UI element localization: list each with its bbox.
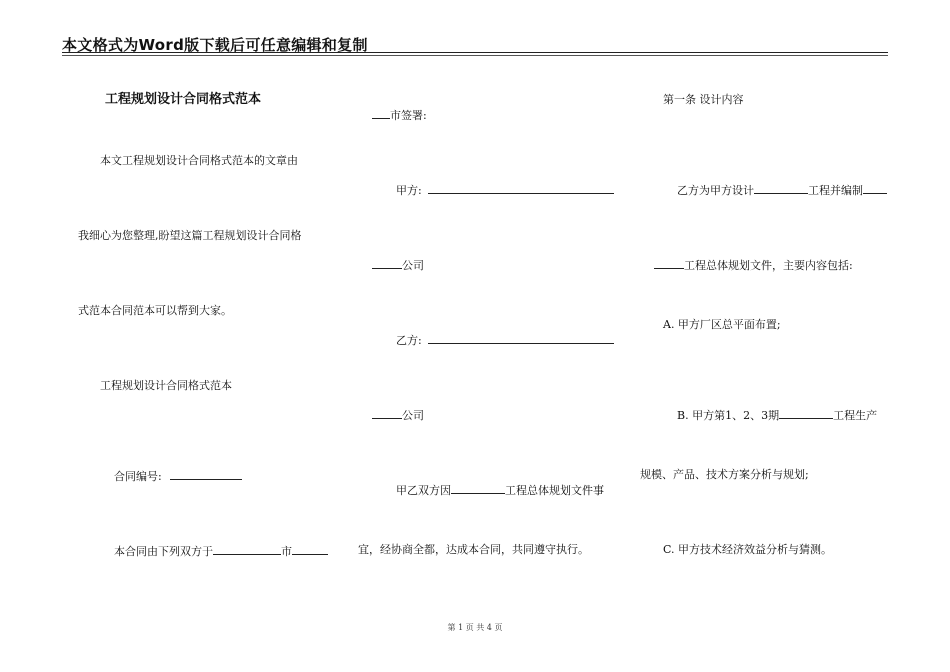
item-b-text-a: B. 甲方第1、2、3期 xyxy=(677,409,780,422)
city-text: 市 xyxy=(281,545,292,558)
subtitle: 工程规划设计合同格式范本 xyxy=(100,379,232,392)
design-line xyxy=(663,168,887,212)
company-line-1 xyxy=(358,243,424,287)
scope-line xyxy=(640,243,853,287)
party-a-line xyxy=(382,168,614,212)
party-a-blank xyxy=(428,182,614,194)
party-b-label: 乙方: xyxy=(396,334,422,347)
item-b-text-b: 工程生产 xyxy=(833,409,878,422)
page-title: 工程规划设计合同格式范本 xyxy=(105,92,262,107)
contract-number-label: 合同编号: xyxy=(114,470,162,483)
contract-number-blank xyxy=(170,468,242,480)
contract-number-line xyxy=(100,454,242,498)
project-blank xyxy=(451,482,505,494)
signing-text: 市签署: xyxy=(390,109,427,122)
article-1-heading: 第一条 设计内容 xyxy=(663,93,744,106)
intro-line-2: 我细心为您整理,盼望这篇工程规划设计合同格 xyxy=(78,229,302,242)
item-b-line xyxy=(663,393,877,437)
company-text-2: 公司 xyxy=(402,409,424,422)
page-footer: 第 1 页 共 4 页 xyxy=(447,623,503,632)
intro-line-1: 本文工程规划设计合同格式范本的文章由 xyxy=(100,154,298,167)
agreement-line: 宜，经协商全都，达成本合同，共同遵守执行。 xyxy=(358,543,589,556)
matter-text-a: 甲乙双方因 xyxy=(396,484,451,497)
intro-line-3: 式范本合同范本可以帮到大家。 xyxy=(78,304,232,317)
design-text-a: 乙方为甲方设计 xyxy=(677,184,754,197)
matter-line xyxy=(382,468,604,512)
company-blank-2 xyxy=(372,407,402,419)
city-blank xyxy=(292,543,328,555)
document-banner: 本文格式为Word版下载后可任意编辑和复制 xyxy=(62,36,368,54)
parties-text: 本合同由下列双方于 xyxy=(114,545,213,558)
item-a: A. 甲方厂区总平面布置; xyxy=(663,318,781,331)
design-text-b: 工程并编制 xyxy=(808,184,863,197)
company-blank-1 xyxy=(372,257,402,269)
signing-line xyxy=(358,93,427,137)
party-b-blank xyxy=(428,332,614,344)
party-a-label: 甲方: xyxy=(396,184,422,197)
design-project-blank xyxy=(754,182,808,194)
party-b-line xyxy=(382,318,614,362)
scope-blank xyxy=(654,257,684,269)
item-b-continued: 规模、产品、技术方案分析与规划; xyxy=(640,468,809,481)
item-b-blank xyxy=(779,407,833,419)
item-c: C. 甲方技术经济效益分析与猜测。 xyxy=(663,543,833,556)
company-line-2 xyxy=(358,393,424,437)
date-blank xyxy=(213,543,281,555)
banner-rule-thick xyxy=(62,52,888,53)
parties-line xyxy=(100,529,328,573)
matter-text-b: 工程总体规划文件事 xyxy=(505,484,604,497)
scope-text: 工程总体规划文件，主要内容包括: xyxy=(684,259,853,272)
company-text-1: 公司 xyxy=(402,259,424,272)
signing-city-blank xyxy=(372,107,390,119)
design-tail-blank xyxy=(863,182,887,194)
banner-rule-thin xyxy=(62,55,888,56)
